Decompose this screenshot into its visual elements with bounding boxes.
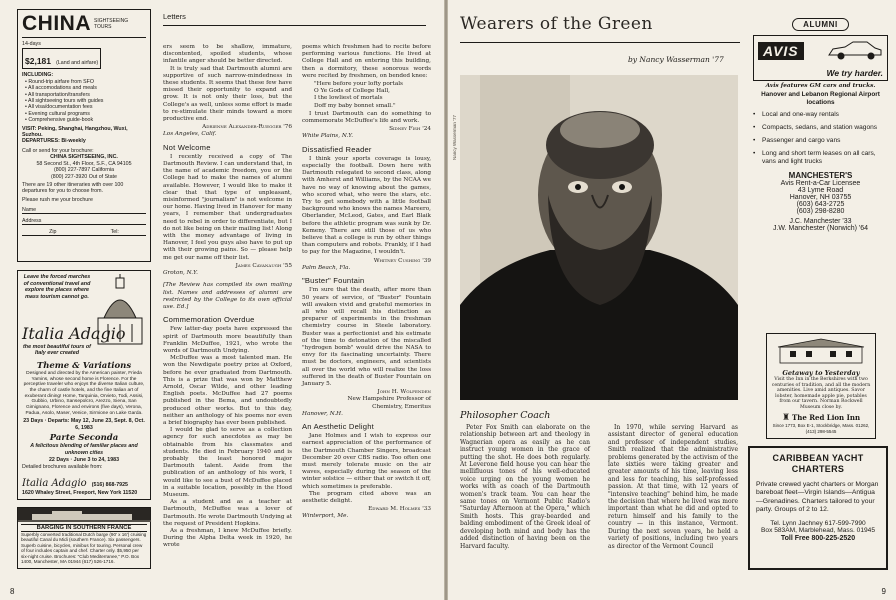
- editor-note: [The Review has compiled its own mailing list. Names and addresses of alumni are restricted by the College to its own official use. Ed.]: [163, 282, 292, 310]
- letter-place: Los Angeles, Calif.: [163, 131, 217, 138]
- china-price-note: (Land and airfare): [56, 60, 99, 67]
- letter-heading: Dissatisfied Reader: [302, 144, 372, 154]
- redlion-address: Since 1773, Box E-1, Stockbridge, Mass. 01262, (413) 298-5545: [772, 422, 870, 434]
- paragraph: Few latter-day poets have expressed the spirit of Dartmouth more beautifully than Franklin McDuffee, 1921, who wrote the words of Dartmouth Undying.: [163, 326, 292, 354]
- caribbean-address: Box 583AM, Marblehead, Mass. 01945: [761, 527, 875, 535]
- china-price: $2,181: [25, 56, 51, 67]
- italia-address: 1620 Whaley Street, Freeport, New York 11520: [22, 489, 138, 496]
- letter-place: Winterport, Me.: [302, 513, 349, 520]
- redlion-body: Visit the Inn in the Berkshires with two centuries of tradition, and all the modern amenities. Live amid antiques. Savor lobster, homemade apple pie, potables from our tavern. Norman Rockwell Museum close by.: [771, 377, 871, 410]
- italia-dates-1: 23 Days · Departs: May 12, June 23, Sept. 8, Oct. 6, 1983: [23, 418, 145, 431]
- letter-signature: Adrienne Alexander-Ruegger '76: [202, 124, 292, 131]
- lion-icon: ♜: [781, 412, 791, 423]
- paragraph: As a freshman, I knew McDuffee briefly. During the Alpha Delta week in 1920, he wrote: [163, 528, 292, 549]
- letter-signature: James Cavanaugh '55: [235, 262, 292, 269]
- letter-signature-title: New Hampshire Professor of: [347, 396, 431, 403]
- china-including-label: INCLUDING:: [22, 72, 54, 79]
- avis-city: Hanover, NH 03755: [789, 194, 852, 202]
- paragraph: It is truly sad that Dartmouth alumni are supportive of such narrow-mindedness in these students. It seems that these few have missed their opportunity to expand and grow. It is not only their loss, but the College's as well, unless some effort is made to re-stimulate their minds toward a more productive end.: [163, 65, 292, 123]
- ad-red-lion-inn[interactable]: [766, 333, 876, 439]
- list-item: • Evening cultural programs: [25, 110, 90, 117]
- italia-brand-small: Italia Adagio: [22, 477, 87, 489]
- letter-place: Hanover, N.H.: [302, 410, 343, 417]
- poem-line: O Ye Gods of College Hall,: [314, 88, 390, 95]
- barging-title: BARGING IN SOUTHERN FRANCE: [21, 524, 147, 532]
- paragraph: I trust Dartmouth can do something to commemorate McDuffee's life and work.: [302, 110, 431, 125]
- letters-column-1: [163, 44, 292, 594]
- paragraph: ers seem to be shallow, immature, discontented, spoiled students, whose infantile anger should be better directed.: [163, 44, 292, 65]
- letter-place: Groton, N.Y.: [163, 270, 198, 277]
- coach-portrait-photo: [451, 75, 738, 400]
- article-title: Wearers of the Green: [460, 14, 653, 34]
- avis-street: 43 Lyme Road: [797, 187, 844, 195]
- poem: [302, 81, 431, 110]
- list-item: • All sightseeing tours with guides: [25, 98, 104, 105]
- list-item: • All accomodations and meals: [25, 85, 97, 92]
- paragraph: I'm sure that the death, after more than 50 years of service, of "Buster" Fountain will awaken vivid and grateful memories in all who will recall his distinction as preparer of experiments in the freshman chemistry course in Steele laboratory. Buster was a perfectionist and his estimate of the time to detonation of the miscalled "hydrogen bomb" would drive the NASA to envy for its fascinating uncertainty. There must be doctors, engineers, and scientists all over the world who will realize the loss suffered in the death of Buster Fountain on January 5.: [302, 287, 431, 387]
- china-form-tel-label: Tel:: [110, 229, 119, 236]
- list-item: • Passenger and cargo vans: [753, 137, 841, 145]
- avis-phone-2[interactable]: (603) 298-8280: [796, 208, 845, 216]
- caribbean-title: CARIBBEAN YACHT CHARTERS: [772, 453, 864, 474]
- letter-signature-title: Chemistry, Emeritus: [372, 403, 431, 410]
- caribbean-contact[interactable]: Tel. Lynn Jachney 617-599-7990: [770, 520, 866, 528]
- letter-heading: Commemoration Overdue: [163, 315, 255, 325]
- china-phone-out[interactable]: (800) 227-3920 Out of State: [51, 173, 117, 180]
- avis-heading: Hanover and Lebanon Regional Airport locations: [761, 91, 880, 106]
- avis-licensee: Avis Rent-a-Car Licensee: [780, 180, 861, 188]
- left-page: [0, 0, 444, 600]
- avis-phone-1[interactable]: (603) 643-2725: [796, 201, 845, 209]
- paragraph: The program cited above was an aesthetic delight.: [302, 490, 431, 504]
- list-item: • Compacts, sedans, and station wagons: [753, 124, 878, 132]
- paragraph: As a student and as a teacher at Dartmouth, McDuffee was a lover of Dartmouth. He wrote Dartmouth Undying at the request of President Hopkins.: [163, 499, 292, 527]
- caribbean-body: Private crewed yacht charters or Morgan bareboat fleet—Virgin Islands—Antigua—Grenadines. Charters tailored to your party. Groups of 2 to 12.: [756, 481, 879, 513]
- barge-icon: [18, 509, 152, 523]
- avis-bullet-list: [753, 111, 888, 166]
- list-item: • Round-trip airfare from SFO: [25, 78, 94, 85]
- china-rush: Please rush me your brochure: [22, 196, 93, 203]
- letter-signature: Sidney Fish '24: [389, 126, 431, 133]
- article-column-1: Peter Fox Smith can elaborate on the relationship between art and theology in Wagnerian opera as easily as he can instruct young women in the grace of putting the shot. He does both regularly. At Leverone field house you can hear the mellifluous tones of his well-educated voice urging on the young women he works with as coach of the Dartmouth women's track team. You can hear the same tones on Vermont Public Radio's "Saturday Afternoon at the Opera," which Smith hosts. This gray-bearded and balding embodiment of the Greek ideal of developing both mind and body has the added distinction of having been on the Harvard faculty.: [460, 424, 590, 550]
- china-address: 58 Second St., 4th Floor, S.F., CA 94105: [36, 160, 132, 167]
- article-column-2: In 1970, while serving Harvard as assistant director of general education and professor of independent studies, Smith realized that the administrative problems generated by the activism of the late sixties were taking greater and greater amounts of his time, leaving less and less for teaching, his self-professed passion. At that time, with 12 years of "intensive teaching" behind him, he made the decision that where he lived was more important than what he did and opted to return himself and his family to the country — in this instance, Vermont. During the next seven years, he held a variety of positions, including two years as director of the Vermont Council: [608, 424, 738, 550]
- china-duration: 14-days: [22, 41, 41, 47]
- italia-tagline: the most beautiful tours of Italy ever created: [23, 344, 91, 357]
- china-itineraries: There are 19 other itineraries with over 100 departures for you to choose from.: [22, 181, 124, 195]
- italia-parte-body: A felicitous blending of familiar places and unknown cities: [30, 443, 138, 456]
- letter-heading: "Buster" Fountain: [302, 276, 365, 286]
- avis-slogan: We try harder.: [826, 68, 883, 78]
- right-page: [448, 0, 896, 600]
- avis-features-line: Avis features GM cars and trucks.: [765, 83, 876, 89]
- italia-themes-title: Theme & Variations: [36, 360, 132, 371]
- paragraph: I recently received a copy of The Dartmouth Review. I can understand that, in the name of academic freedom, you or the College had to make the names of alumni available. However, I would like to make it clear that that type of unpleasant, misinformed "journalism" is not welcome in our home. Having lived in Hanover for many years, I remember that undergraduates need to rebel in order to differentiate, but I do not like being on their mailing list! Along with the money advantage of living in Hanover, I feel you guys also have to put up with their growing pains. So — please help me get our name off their list.: [163, 153, 292, 261]
- letters-column-2: [302, 44, 431, 594]
- italia-brochure: Detailed brochures available from:: [22, 464, 103, 471]
- avis-owner-2: J.W. Manchester (Norwich) '64: [772, 225, 869, 233]
- poem-line: I the lowliest of mortals: [314, 95, 383, 102]
- china-call-line: Call or send for your brochure:: [22, 147, 94, 154]
- poem-line: Doff my baby bonnet small.": [314, 102, 396, 109]
- paragraph: I would be glad to serve as a collection agency for such anecdotes as may be obtainable from his classmates and students. He died in February 1940 and is probably the least honored major Dartmouth talent. Aside from the publication of an anthology of his work, I would like to see a bust of McDuffee placed in a suitable location, possibly in the Hood Museum.: [163, 427, 292, 498]
- china-logo-sub: SIGHTSEEING TOURS: [94, 18, 129, 30]
- italia-brand: Italia Adagio: [22, 324, 126, 343]
- china-form-zip-label: Zip: [49, 229, 57, 236]
- inn-illustration-icon: [770, 337, 872, 365]
- alumni-badge: ALUMNI: [792, 18, 849, 31]
- redlion-title: Getaway to Yesterday: [782, 369, 860, 377]
- ad-avis[interactable]: [748, 9, 893, 323]
- paragraph: Jane Holmes and I wish to express our earnest appreciation of the performance of the Dartmouth Chamber Singers, broadcast December 20 over CBS radio. Too often one must merely tolerate music on the air waves, especially during the season of the winter solstice — either that or switch it off, which sometimes is preferable.: [302, 433, 431, 490]
- china-visit: VISIT: Peking, Shanghai, Hangzhou, Wuxi, Suzhou.: [22, 125, 128, 139]
- ad-barging[interactable]: [17, 507, 151, 569]
- italia-phone[interactable]: (516) 868-7925: [91, 481, 129, 488]
- china-phone-ca[interactable]: (800) 227-7897 California: [53, 167, 115, 174]
- letter-place: Palm Beach, Fla.: [302, 264, 351, 271]
- caribbean-toll-free[interactable]: Toll Free 800-225-2520: [780, 535, 856, 543]
- letter-signature: Edward M. Holmes '33: [368, 506, 431, 513]
- avis-dealer: MANCHESTER'S: [788, 171, 853, 181]
- portrait-illustration: [460, 75, 738, 400]
- china-form[interactable]: [22, 207, 146, 236]
- china-company: CHINA SIGHTSEEING, INC.: [50, 154, 118, 161]
- list-item: • All visa/documentation fees: [25, 104, 93, 111]
- ad-italia-adagio[interactable]: [17, 270, 151, 500]
- section-heading: Philosopher Coach: [460, 410, 551, 421]
- china-logo: CHINA: [22, 12, 91, 35]
- paragraph: McDuffee was a most talented man. He won the Newdigate poetry prize at Oxford, before he ever graduated from Dartmouth. This is a prize that was won by Matthew Arnold, Oscar Wilde, and other leading English poets. McDuffee had 27 poems published in the Bema, and undoubtedly produced other works. But to this day, neither an anthology of his poems nor even a brief biography has ever been published.: [163, 355, 292, 426]
- ad-caribbean-yacht[interactable]: [748, 446, 888, 570]
- paragraph: I think your sports coverage is lousy, especially the football. Down here with Dartmouth relegated to second class, along with Amherst and Williams, by the NCAA we have no way of knowing about the games, who scored what, who were the stars, etc. Try to get somebody with a little football background who knows the names Mareero, Oberlander, McLeod, Gates, and Earl Blaik before the athletic program was sunk by Dr. Kemeny. There are still those of us who believe that a college is run by other things than computers and robots. Frankly, if I had to pay for the Magazine, I wouldn't.: [302, 155, 431, 256]
- china-form-address-label: Address: [22, 218, 42, 225]
- letter-heading: An Aesthetic Delight: [302, 421, 374, 431]
- china-departures: DEPARTURES: Bi-weekly: [22, 138, 86, 145]
- barging-body: Superbly converted traditional Dutch barge (90' x 16') cruising beautiful Canal du Midi (southern France). Six passengers. Superb cuisine, bicycles, minibus for touring. Personal crew of four includes captain and chef. Charter only. $5,950 per six-night cruise. Brochures: "Club Mediterranee," P.O. Box 1400, Manchester, MA 01944 (617) 526-1716.: [21, 532, 147, 565]
- letter-signature: John H. Wolfenden: [377, 389, 431, 396]
- list-item: • All transportation/transfers: [25, 91, 90, 98]
- redlion-name: The Red Lion Inn: [792, 413, 861, 423]
- page-number-left: 8: [10, 587, 15, 596]
- italia-parte-title: Parte Seconda: [49, 433, 119, 444]
- section-label: Letters: [163, 12, 186, 21]
- china-form-name-label: Name: [22, 207, 37, 214]
- italia-intro: Leave the forced marches of conventional travel and explore the places where mass tourism cannot go.: [23, 274, 91, 300]
- list-item: • Long and short term leases on all cars, vans and light trucks: [753, 150, 876, 166]
- list-item: • Local and one-way rentals: [753, 111, 839, 119]
- avis-logo: AVIS: [758, 42, 804, 60]
- page-number-right: 9: [881, 587, 886, 596]
- letter-place: White Plains, N.Y.: [302, 133, 354, 140]
- italia-dates-2: 22 Days · June 3 to 24, 1983: [48, 457, 120, 464]
- letter-signature: Whitney Cushing '39: [373, 257, 431, 264]
- article-byline: by Nancy Wasserman '77: [628, 55, 724, 64]
- letter-heading: Not Welcome: [163, 142, 211, 152]
- car-icon: [827, 39, 883, 61]
- italia-themes-body: Designed and directed by the American painter, Frieda Yamins, whose second home is Florence. For the perceptive traveler who enjoys the diverse Italian culture, the charm of castle hotels, and the fine Italian art of exuberant dining! Home, Tarquinia, Orvieto, Todi, Assisi, Gubbio, Urbino, Sansepolcro, Arezzo, Siena, San Gimignano, Florence and environs (five days), Verona, Padua, Asolo, Maser, Venice, Sirmione on Lake Garda.: [23, 370, 145, 416]
- paragraph: poems which freshmen had to recite before performing various functions. He lived at College Hall and on entering this building, then a dormitory, these sonorous words were recited by freshmen, on bended knee:: [302, 44, 431, 79]
- china-includes-list: [22, 79, 146, 124]
- photo-credit: Nancy Wasserman '77: [451, 115, 457, 160]
- avis-owner-1: J.C. Manchester '33: [789, 218, 852, 226]
- ad-china[interactable]: [17, 9, 151, 262]
- list-item: • Comprehensive guide-book: [25, 117, 94, 124]
- poem-line: "Here before your lofty portals: [314, 81, 403, 88]
